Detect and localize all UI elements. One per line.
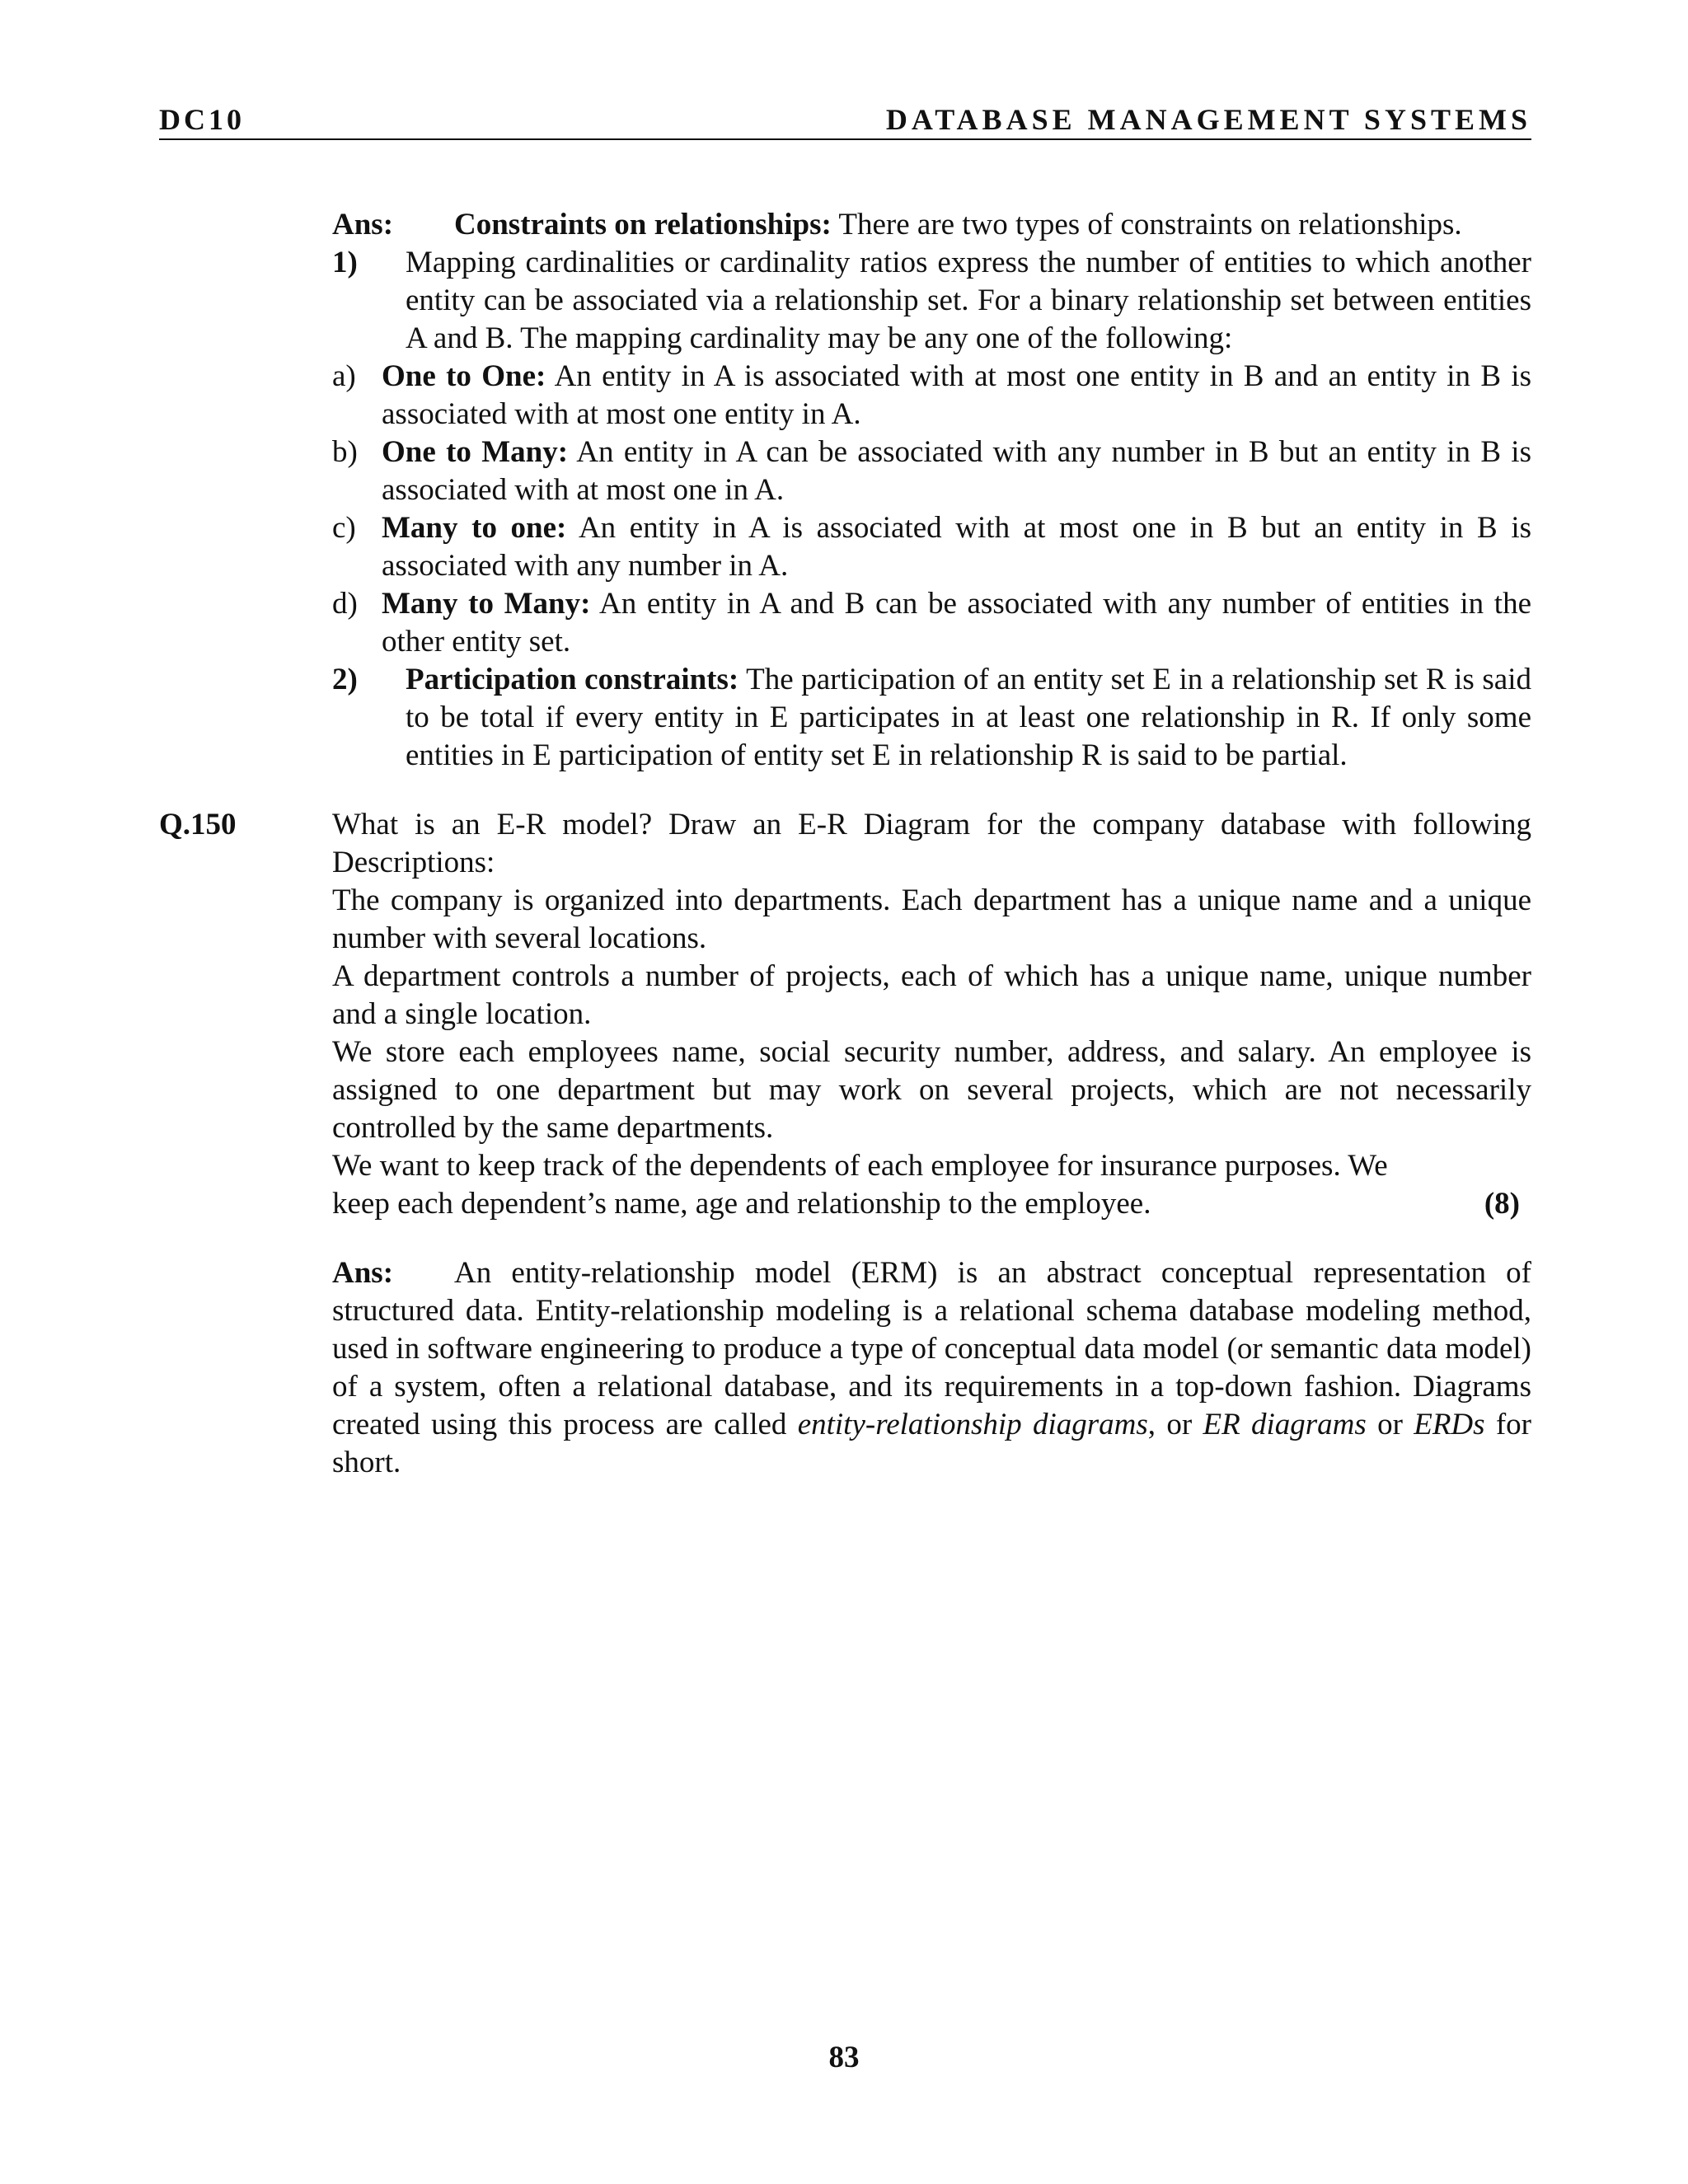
answer2-label: Ans: xyxy=(332,1256,394,1290)
question-block xyxy=(159,806,1531,1223)
answer2-text: or xyxy=(1366,1408,1414,1441)
subitem-body: An entity in A is associated with at most one entity in B and an entity in B is associated with at most one entity in A. xyxy=(382,359,1531,431)
page-number: 83 xyxy=(828,2041,860,2074)
subitem-letter: c) xyxy=(332,511,356,545)
answer2-emphasis: ERDs xyxy=(1414,1408,1485,1441)
question-marks: (8) xyxy=(1484,1187,1520,1221)
page-content xyxy=(159,206,1531,1482)
answer2-emphasis: ER diagrams xyxy=(1203,1408,1367,1441)
question-last-line xyxy=(332,1185,1531,1223)
subitem-body: An entity in A is associated with at most one in B but an entity in B is associated with any number in A. xyxy=(382,511,1531,583)
answer1-intro xyxy=(332,206,1531,244)
item-body: The participation of an entity set E in a relationship set R is said to be total if every entity in E participates in at least one relationship in R. If only some entities in E participation of entity set E in relationship R is said to be partial. xyxy=(406,663,1531,772)
subitem-letter: b) xyxy=(332,435,358,469)
subitem-text xyxy=(382,585,1531,661)
answer2-text: An entity-relationship model (ERM) is an abstract conceptual representation of structured data. Entity-relationship modeling is a relational schema database modeling method, used in software engineering to produce a type of conceptual data model (or semantic data model) of a system, often a relational database, and its requirements in a top-down fashion. Diagrams created using this process are called xyxy=(332,1256,1531,1441)
spacer xyxy=(332,1223,1531,1254)
spacer xyxy=(332,775,1531,806)
subitem-title: Many to Many: xyxy=(382,587,591,621)
question-number: Q.150 xyxy=(159,808,237,841)
answer2-paragraph xyxy=(332,1254,1531,1482)
question-line: What is an E-R model? Draw an E-R Diagram for the company database with following Descriptions: xyxy=(332,808,1531,879)
subitem-title: Many to one: xyxy=(382,511,567,545)
page-header xyxy=(159,97,1531,140)
question-line: We store each employees name, social security number, address, and salary. An employee is assigned to one department but may work on several projects, which are not necessarily controlled by the same departments. xyxy=(332,1035,1531,1145)
subitem-c xyxy=(332,509,1531,585)
subitem-body: An entity in A can be associated with any number in B but an entity in B is associated with at most one in A. xyxy=(382,435,1531,507)
item-number: 1) xyxy=(332,246,358,279)
answer1-label: Ans: xyxy=(332,208,394,241)
subitem-text xyxy=(382,509,1531,585)
question-line: We want to keep track of the dependents of each employee for insurance purposes. We xyxy=(332,1149,1388,1183)
subitem-title: One to Many: xyxy=(382,435,569,469)
question-line: keep each dependent’s name, age and relationship to the employee. xyxy=(332,1187,1151,1221)
question-line: The company is organized into departments. Each department has a unique name and a unique number with several locations. xyxy=(332,883,1531,955)
item-title: Participation constraints: xyxy=(406,663,739,696)
subitem-text xyxy=(382,358,1531,434)
subitem-d xyxy=(332,585,1531,661)
subitem-title: One to One: xyxy=(382,359,546,393)
answer1-item-2 xyxy=(332,661,1531,775)
answer1-item-1 xyxy=(332,244,1531,358)
subitem-text xyxy=(382,434,1531,509)
item-text: Mapping cardinalities or cardinality ratios express the number of entities to which another entity can be associated via a relationship set. For a binary relationship set between entities A and B. The mapping cardinality may be any one of the following: xyxy=(406,246,1531,355)
course-code: DC10 xyxy=(159,103,245,136)
item-text xyxy=(406,661,1531,775)
item-number: 2) xyxy=(332,663,358,696)
answer1-title: Constraints on relationships: xyxy=(454,208,832,241)
answer1-intro-text: There are two types of constraints on relationships. xyxy=(831,208,1462,241)
answer2-emphasis: entity-relationship diagrams xyxy=(797,1408,1148,1441)
subitem-letter: a) xyxy=(332,359,356,393)
subitem-a xyxy=(332,358,1531,434)
course-title: DATABASE MANAGEMENT SYSTEMS xyxy=(885,103,1531,136)
subitem-b xyxy=(332,434,1531,509)
question-line: A department controls a number of projects, each of which has a unique name, unique number and a single location. xyxy=(332,959,1531,1031)
subitem-letter: d) xyxy=(332,587,358,621)
answer2-text: , or xyxy=(1147,1408,1203,1441)
subitem-body: An entity in A and B can be associated with any number of entities in the other entity set. xyxy=(382,587,1531,658)
answer2-text: for short. xyxy=(332,1408,1531,1479)
